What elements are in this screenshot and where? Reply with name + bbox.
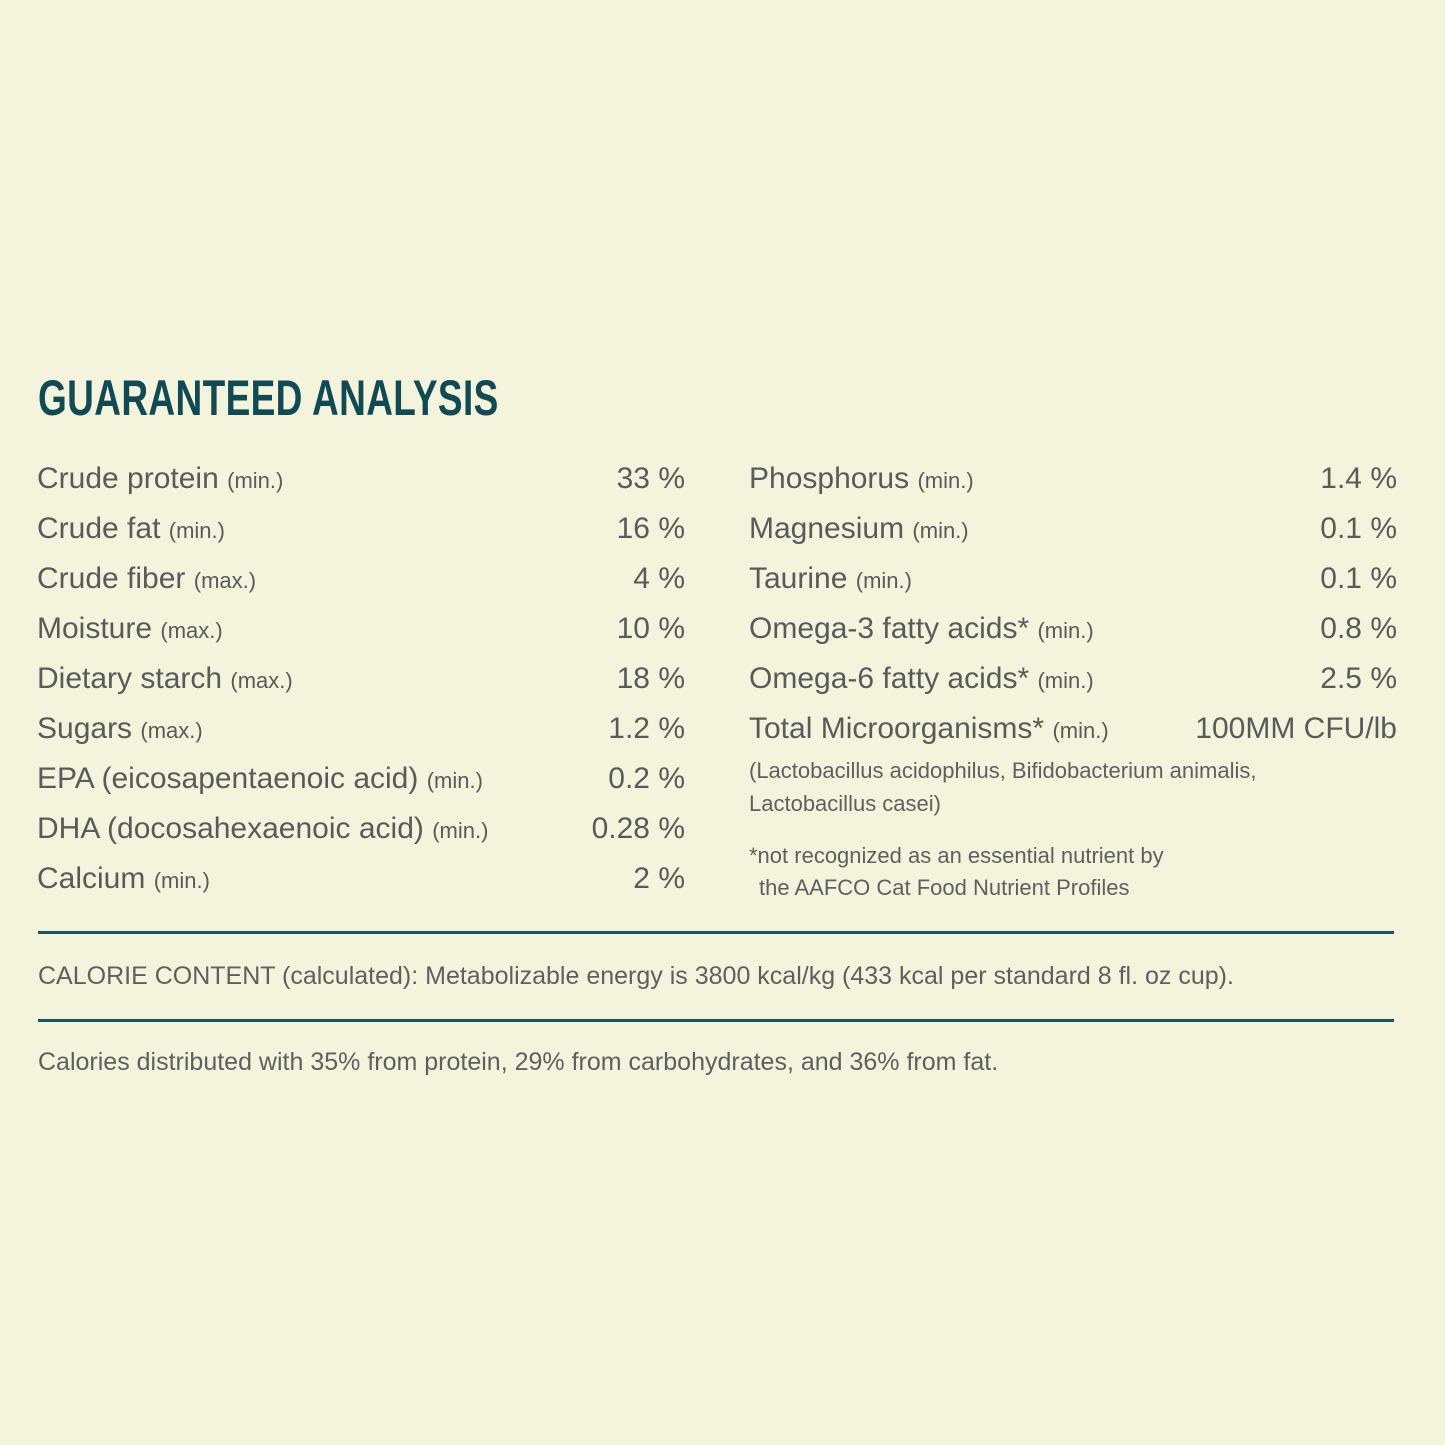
footnote-line: the AAFCO Cat Food Nutrient Profiles	[759, 875, 1130, 900]
nutrient-value: 2 %	[633, 862, 685, 895]
nutrient-name: Crude fiber (max.)	[37, 562, 257, 595]
analysis-row	[749, 454, 1397, 504]
strains-line: Lactobacillus casei)	[749, 791, 941, 816]
nutrient-qualifier: (min.)	[432, 818, 489, 843]
nutrient-qualifier: (max.)	[193, 568, 257, 593]
nutrient-qualifier: (max.)	[140, 718, 203, 743]
nutrient-value: 1.4 %	[1320, 462, 1397, 495]
nutrient-value: 33 %	[616, 462, 685, 495]
nutrient-value: 100MM CFU/lb	[1195, 712, 1397, 745]
analysis-row	[749, 604, 1397, 654]
nutrient-qualifier: (min.)	[1037, 668, 1094, 693]
nutrient-name: Phosphorus (min.)	[749, 462, 974, 495]
nutrient-name: Omega-3 fatty acids* (min.)	[749, 612, 1094, 645]
nutrient-value: 1.2 %	[608, 712, 685, 745]
calorie-distribution: Calories distributed with 35% from protein, 29% from carbohydrates, and 36% from fat.	[38, 1048, 999, 1076]
nutrient-name: DHA (docosahexaenoic acid) (min.)	[37, 812, 489, 845]
divider-rule	[38, 1019, 1394, 1022]
nutrient-qualifier: (max.)	[230, 668, 293, 693]
analysis-row	[749, 504, 1397, 554]
nutrient-qualifier: (max.)	[160, 618, 223, 643]
nutrient-qualifier: (min.)	[1052, 718, 1109, 743]
nutrient-qualifier: (min.)	[426, 768, 483, 793]
nutrient-qualifier: (min.)	[917, 468, 974, 493]
analysis-row	[37, 504, 685, 554]
nutrient-value: 2.5 %	[1320, 662, 1397, 695]
nutrient-value: 18 %	[616, 662, 685, 695]
nutrient-qualifier: (min.)	[855, 568, 912, 593]
nutrient-value: 0.1 %	[1320, 562, 1397, 595]
nutrient-value: 4 %	[633, 562, 685, 595]
analysis-row	[37, 704, 685, 754]
analysis-left-column	[37, 454, 685, 904]
nutrient-value: 0.8 %	[1320, 612, 1397, 645]
nutrient-name: Dietary starch (max.)	[37, 662, 293, 695]
analysis-right-column	[749, 454, 1397, 904]
nutrient-name: Sugars (max.)	[37, 712, 203, 745]
analysis-row	[749, 704, 1397, 754]
analysis-row	[37, 854, 685, 904]
nutrient-value: 0.1 %	[1320, 512, 1397, 545]
calorie-content: CALORIE CONTENT (calculated): Metabolizable energy is 3800 kcal/kg (433 kcal per standard 8 fl. oz cup).	[38, 962, 1234, 990]
nutrient-qualifier: (min.)	[153, 868, 210, 893]
nutrient-name: Total Microorganisms* (min.)	[749, 712, 1109, 745]
analysis-row	[37, 604, 685, 654]
analysis-row	[749, 554, 1397, 604]
nutrient-name: EPA (eicosapentaenoic acid) (min.)	[37, 762, 483, 795]
strains-line: (Lactobacillus acidophilus, Bifidobacterium animalis,	[749, 758, 1257, 783]
page-title: GUARANTEED ANALYSIS	[38, 370, 499, 426]
nutrient-value: 10 %	[616, 612, 685, 645]
nutrient-qualifier: (min.)	[912, 518, 969, 543]
nutrient-name: Magnesium (min.)	[749, 512, 969, 545]
footnote-line: *not recognized as an essential nutrient by	[749, 843, 1164, 868]
nutrient-name: Crude fat (min.)	[37, 512, 225, 545]
microorganism-strains	[749, 754, 1397, 820]
nutrient-value: 0.28 %	[591, 812, 685, 845]
nutrient-name: Calcium (min.)	[37, 862, 210, 895]
analysis-row	[37, 654, 685, 704]
aafco-footnote	[749, 840, 1397, 904]
nutrient-name: Crude protein (min.)	[37, 462, 284, 495]
nutrient-qualifier: (min.)	[227, 468, 284, 493]
analysis-row	[37, 554, 685, 604]
nutrient-qualifier: (min.)	[168, 518, 225, 543]
divider-rule	[38, 931, 1394, 934]
nutrient-qualifier: (min.)	[1037, 618, 1094, 643]
nutrient-name: Omega-6 fatty acids* (min.)	[749, 662, 1094, 695]
nutrient-name: Taurine (min.)	[749, 562, 912, 595]
analysis-row	[37, 804, 685, 854]
analysis-row	[37, 754, 685, 804]
nutrient-name: Moisture (max.)	[37, 612, 223, 645]
nutrient-value: 0.2 %	[608, 762, 685, 795]
nutrient-value: 16 %	[616, 512, 685, 545]
analysis-row	[37, 454, 685, 504]
analysis-row	[749, 654, 1397, 704]
